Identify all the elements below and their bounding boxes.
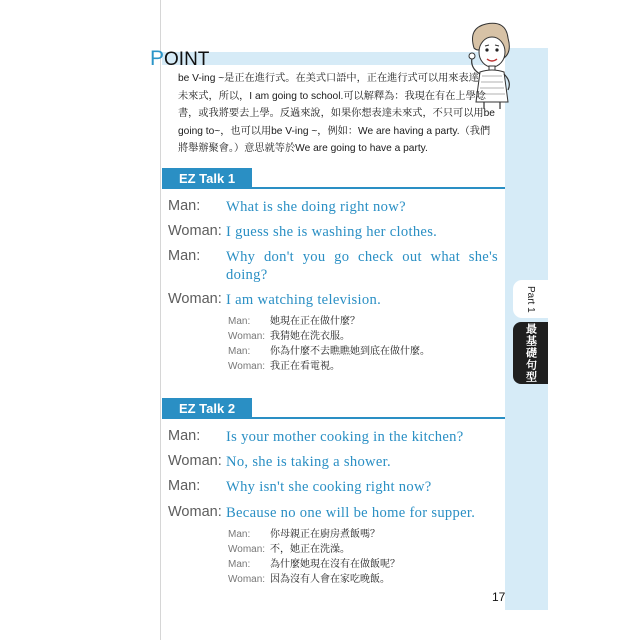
- ez-talk-2-rule: [162, 417, 505, 419]
- ez-talk-2-title: EZ Talk 2: [162, 398, 252, 419]
- speaker-label: Man:: [168, 248, 201, 264]
- side-tab-chapter[interactable]: 最基礎句型: [513, 322, 548, 384]
- point-explanation: be V-ing ~是正在進行式。在美式口語中，正在進行式可以用來表達 未來式，所以，I am going to school.可以解釋為：我現在有在上學唸 書，或我將要去上學。反過來說，如果你想表達未來式，不只可以用be going to~，也可以用be V-ing ~，例如：We are having a party.（我們 將舉辦聚會。）意思就等於We are going to have a party.: [178, 73, 495, 154]
- dialogue-text: Why don't you go check out what she's doing?: [226, 249, 498, 283]
- speaker-label: Woman:: [168, 223, 222, 239]
- dialogue-text: Is your mother cooking in the kitchen?: [226, 429, 464, 445]
- translation-line: Man: 她現在正在做什麼？: [228, 316, 360, 327]
- page-gutter-line: [160, 0, 161, 640]
- speaker-label: Man:: [168, 198, 201, 214]
- dialogue-text: I am watching television.: [226, 292, 382, 308]
- ez-talk-1-title: EZ Talk 1: [162, 168, 252, 189]
- dialogue-text: Why isn't she cooking right now?: [226, 479, 432, 495]
- speaker-label: Woman:: [168, 504, 222, 520]
- translation-line: Woman: 因為沒有人會在家吃晚飯。: [228, 574, 390, 585]
- side-tab-part[interactable]: Part 1: [513, 280, 548, 318]
- speaker-label: Man:: [168, 428, 201, 444]
- dialogue-text: Because no one will be home for supper.: [226, 505, 476, 521]
- page-number: 17: [492, 590, 506, 604]
- translation-line: Man: 你母親正在廚房煮飯嗎？: [228, 529, 380, 540]
- ez-talk-1-rule: [162, 187, 505, 189]
- translation-line: Woman: 不，她正在洗澡。: [228, 544, 350, 555]
- point-header-bar: [162, 52, 500, 65]
- dialogue-text: No, she is taking a shower.: [226, 454, 391, 470]
- speaker-label: Man:: [168, 478, 201, 494]
- translation-line: Man: 為什麼她現在沒有在做飯呢？: [228, 559, 400, 570]
- translation-line: Woman: 我正在看電視。: [228, 361, 340, 372]
- dialogue-text: What is she doing right now?: [226, 199, 406, 215]
- translation-line: Man: 你為什麼不去瞧瞧她到底在做什麼。: [228, 346, 430, 357]
- point-title: POINT: [150, 47, 210, 70]
- speaker-label: Woman:: [168, 291, 222, 307]
- speaker-label: Woman:: [168, 453, 222, 469]
- dialogue-text: I guess she is washing her clothes.: [226, 224, 438, 240]
- translation-line: Woman: 我猜她在洗衣服。: [228, 331, 350, 342]
